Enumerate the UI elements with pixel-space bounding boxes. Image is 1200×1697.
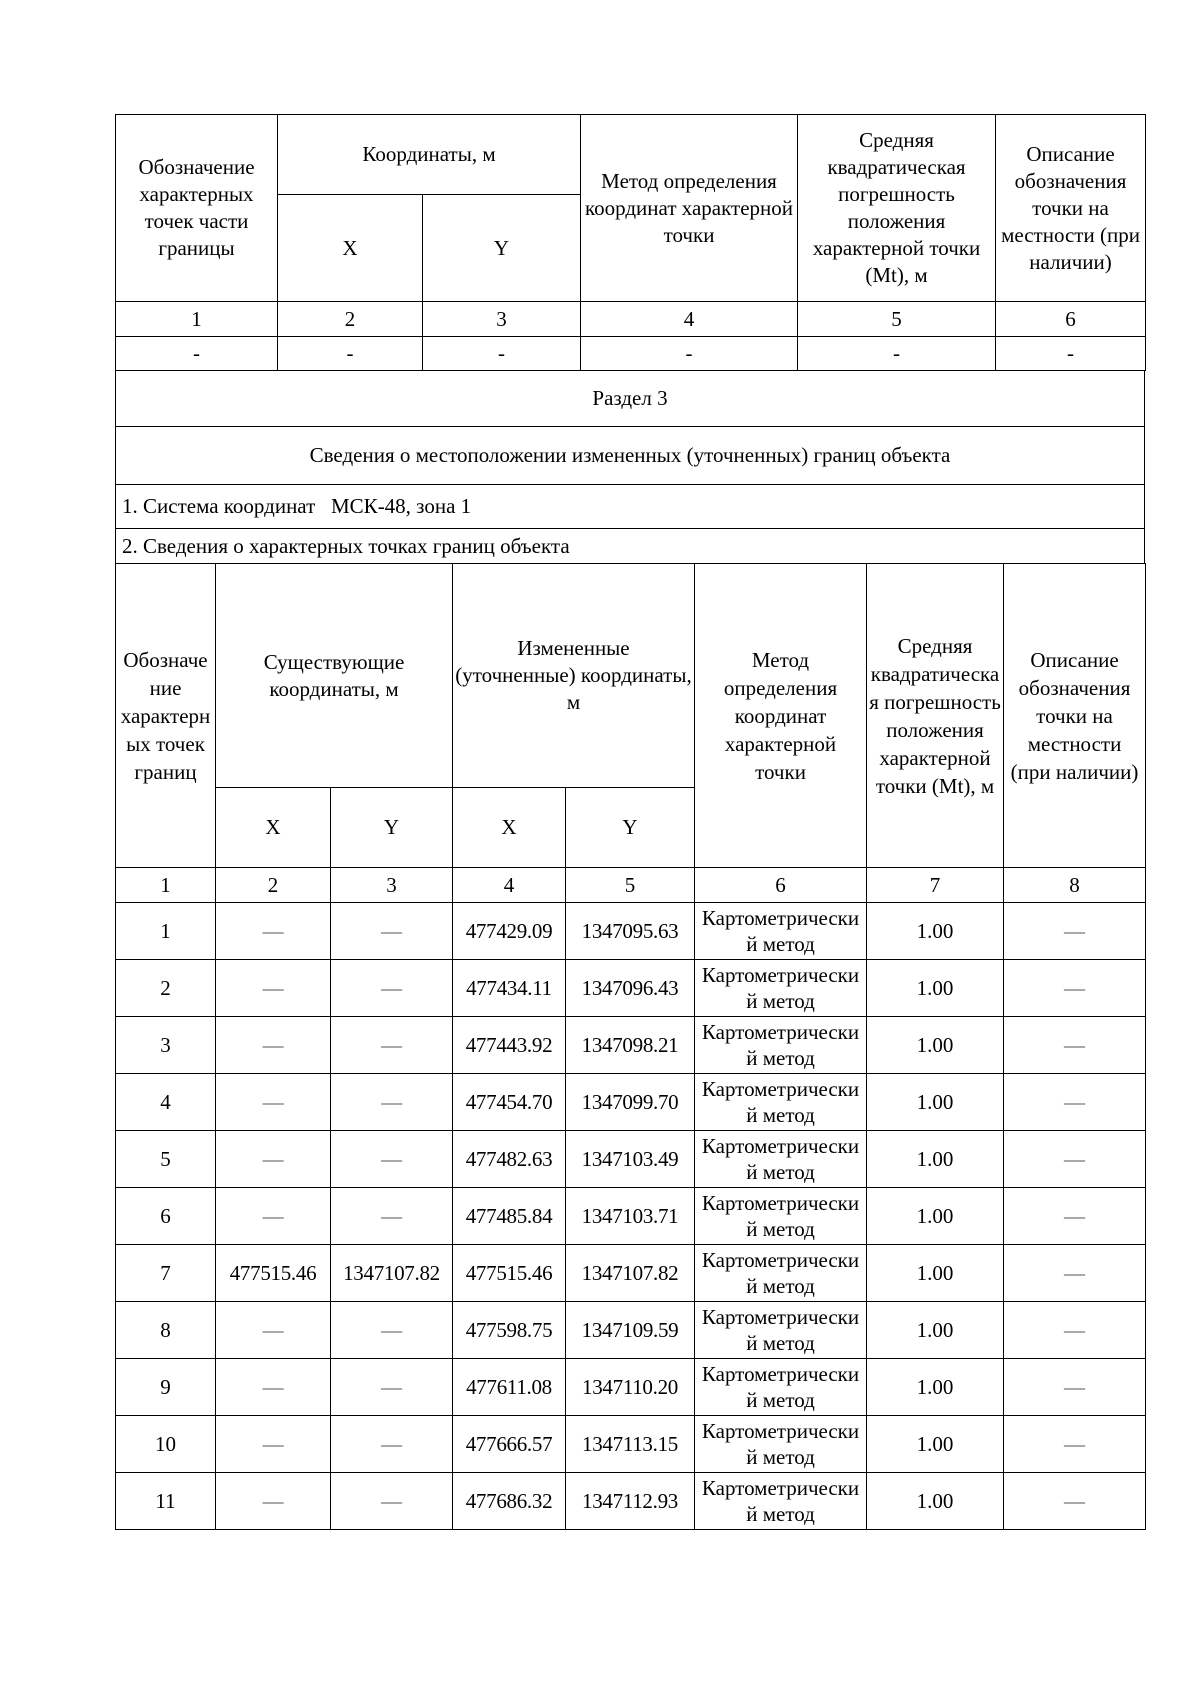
column-number: 2 bbox=[278, 302, 423, 337]
table-row bbox=[116, 1416, 1146, 1473]
header-method: Метод определения координат характерной точки bbox=[581, 115, 798, 302]
existing-x: — bbox=[216, 960, 331, 1017]
table-row bbox=[116, 1188, 1146, 1245]
header-method: Метод определения координат характерной точки bbox=[695, 564, 867, 868]
existing-x: — bbox=[216, 1017, 331, 1074]
point-description: — bbox=[1004, 1074, 1146, 1131]
table-row bbox=[116, 960, 1146, 1017]
point-description: — bbox=[1004, 1131, 1146, 1188]
existing-y: — bbox=[331, 903, 453, 960]
header-point-designation: Обозначение характерных точек границ bbox=[116, 564, 216, 868]
header-point-designation: Обозначение характерных точек части границы bbox=[116, 115, 278, 302]
column-number: 6 bbox=[996, 302, 1146, 337]
changed-x: 477666.57 bbox=[453, 1416, 566, 1473]
table-row bbox=[116, 903, 1146, 960]
table-row bbox=[116, 1017, 1146, 1074]
point-number: 4 bbox=[116, 1074, 216, 1131]
table-row bbox=[116, 1359, 1146, 1416]
point-number: 8 bbox=[116, 1302, 216, 1359]
column-number: 1 bbox=[116, 868, 216, 903]
existing-x: — bbox=[216, 903, 331, 960]
header-y: Y bbox=[423, 195, 581, 302]
existing-x: — bbox=[216, 1188, 331, 1245]
method: Картометрический метод bbox=[695, 1131, 867, 1188]
existing-y: 1347107.82 bbox=[331, 1245, 453, 1302]
mean-square-error: 1.00 bbox=[867, 903, 1004, 960]
header-description: Описание обозначения точки на местности (при наличии) bbox=[1004, 564, 1146, 868]
changed-x: 477429.09 bbox=[453, 903, 566, 960]
existing-y: — bbox=[331, 960, 453, 1017]
table-row bbox=[116, 1302, 1146, 1359]
existing-y: — bbox=[331, 1131, 453, 1188]
header-changed-coords: Измененные (уточненные) координаты, м bbox=[453, 564, 695, 788]
column-number: 5 bbox=[566, 868, 695, 903]
mean-square-error: 1.00 bbox=[867, 1473, 1004, 1530]
header-y-changed: Y bbox=[566, 788, 695, 868]
table-row bbox=[116, 1131, 1146, 1188]
mean-square-error: 1.00 bbox=[867, 960, 1004, 1017]
point-description: — bbox=[1004, 1188, 1146, 1245]
existing-x: 477515.46 bbox=[216, 1245, 331, 1302]
column-number: 3 bbox=[423, 302, 581, 337]
points-table bbox=[115, 563, 1146, 1530]
column-number: 6 bbox=[695, 868, 867, 903]
point-description: — bbox=[1004, 1416, 1146, 1473]
mean-square-error: 1.00 bbox=[867, 1416, 1004, 1473]
method: Картометрический метод bbox=[695, 1473, 867, 1530]
mean-square-error: 1.00 bbox=[867, 1245, 1004, 1302]
existing-x: — bbox=[216, 1473, 331, 1530]
changed-y: 1347098.21 bbox=[566, 1017, 695, 1074]
existing-y: — bbox=[331, 1302, 453, 1359]
existing-y: — bbox=[331, 1074, 453, 1131]
changed-y: 1347107.82 bbox=[566, 1245, 695, 1302]
point-number: 1 bbox=[116, 903, 216, 960]
point-number: 5 bbox=[116, 1131, 216, 1188]
table-row bbox=[116, 1473, 1146, 1530]
column-number: 4 bbox=[581, 302, 798, 337]
method: Картометрический метод bbox=[695, 1302, 867, 1359]
changed-y: 1347103.49 bbox=[566, 1131, 695, 1188]
point-description: — bbox=[1004, 1017, 1146, 1074]
point-number: 7 bbox=[116, 1245, 216, 1302]
existing-y: — bbox=[331, 1359, 453, 1416]
column-number: 7 bbox=[867, 868, 1004, 903]
mean-square-error: 1.00 bbox=[867, 1131, 1004, 1188]
existing-y: — bbox=[331, 1416, 453, 1473]
existing-x: — bbox=[216, 1359, 331, 1416]
existing-x: — bbox=[216, 1416, 331, 1473]
method: Картометрический метод bbox=[695, 1245, 867, 1302]
section-title: Раздел 3 bbox=[116, 371, 1145, 427]
empty-cell: - bbox=[996, 337, 1146, 371]
existing-y: — bbox=[331, 1017, 453, 1074]
point-number: 2 bbox=[116, 960, 216, 1017]
method: Картометрический метод bbox=[695, 960, 867, 1017]
changed-x: 477482.63 bbox=[453, 1131, 566, 1188]
existing-y: — bbox=[331, 1473, 453, 1530]
points-table-body bbox=[116, 903, 1146, 1530]
changed-x: 477485.84 bbox=[453, 1188, 566, 1245]
existing-y: — bbox=[331, 1188, 453, 1245]
point-description: — bbox=[1004, 1473, 1146, 1530]
changed-y: 1347110.20 bbox=[566, 1359, 695, 1416]
point-description: — bbox=[1004, 960, 1146, 1017]
changed-y: 1347096.43 bbox=[566, 960, 695, 1017]
header-x: X bbox=[278, 195, 423, 302]
mean-square-error: 1.00 bbox=[867, 1302, 1004, 1359]
changed-y: 1347095.63 bbox=[566, 903, 695, 960]
point-description: — bbox=[1004, 1245, 1146, 1302]
empty-cell: - bbox=[798, 337, 996, 371]
section-header-table bbox=[115, 370, 1145, 564]
mean-square-error: 1.00 bbox=[867, 1359, 1004, 1416]
method: Картометрический метод bbox=[695, 1416, 867, 1473]
mean-square-error: 1.00 bbox=[867, 1074, 1004, 1131]
existing-x: — bbox=[216, 1074, 331, 1131]
point-number: 9 bbox=[116, 1359, 216, 1416]
point-number: 6 bbox=[116, 1188, 216, 1245]
existing-x: — bbox=[216, 1131, 331, 1188]
header-y-existing: Y bbox=[331, 788, 453, 868]
changed-x: 477515.46 bbox=[453, 1245, 566, 1302]
point-number: 3 bbox=[116, 1017, 216, 1074]
point-description: — bbox=[1004, 903, 1146, 960]
header-coordinates: Координаты, м bbox=[278, 115, 581, 195]
changed-y: 1347112.93 bbox=[566, 1473, 695, 1530]
column-number: 3 bbox=[331, 868, 453, 903]
header-error: Средняя квадратическая погрешность положения характерной точки (Mt), м bbox=[867, 564, 1004, 868]
method: Картометрический метод bbox=[695, 1188, 867, 1245]
column-number: 2 bbox=[216, 868, 331, 903]
column-number: 4 bbox=[453, 868, 566, 903]
changed-y: 1347099.70 bbox=[566, 1074, 695, 1131]
empty-cell: - bbox=[278, 337, 423, 371]
points-heading: 2. Сведения о характерных точках границ объекта bbox=[116, 529, 1145, 564]
section-subtitle: Сведения о местоположении измененных (уточненных) границ объекта bbox=[116, 427, 1145, 485]
method: Картометрический метод bbox=[695, 1359, 867, 1416]
column-number: 5 bbox=[798, 302, 996, 337]
point-number: 10 bbox=[116, 1416, 216, 1473]
changed-x: 477454.70 bbox=[453, 1074, 566, 1131]
changed-y: 1347103.71 bbox=[566, 1188, 695, 1245]
table-row bbox=[116, 1074, 1146, 1131]
empty-cell: - bbox=[581, 337, 798, 371]
changed-y: 1347109.59 bbox=[566, 1302, 695, 1359]
point-description: — bbox=[1004, 1302, 1146, 1359]
existing-x: — bbox=[216, 1302, 331, 1359]
method: Картометрический метод bbox=[695, 1074, 867, 1131]
changed-x: 477686.32 bbox=[453, 1473, 566, 1530]
mean-square-error: 1.00 bbox=[867, 1188, 1004, 1245]
table-row bbox=[116, 1245, 1146, 1302]
header-x-existing: X bbox=[216, 788, 331, 868]
header-x-changed: X bbox=[453, 788, 566, 868]
point-number: 11 bbox=[116, 1473, 216, 1530]
header-description: Описание обозначения точки на местности (при наличии) bbox=[996, 115, 1146, 302]
column-number: 8 bbox=[1004, 868, 1146, 903]
changed-x: 477598.75 bbox=[453, 1302, 566, 1359]
header-error: Средняя квадратическая погрешность положения характерной точки (Mt), м bbox=[798, 115, 996, 302]
changed-x: 477434.11 bbox=[453, 960, 566, 1017]
changed-x: 477611.08 bbox=[453, 1359, 566, 1416]
empty-cell: - bbox=[116, 337, 278, 371]
top-boundary-points-table bbox=[115, 114, 1146, 371]
empty-cell: - bbox=[423, 337, 581, 371]
coordinate-system-line: 1. Система координат МСК-48, зона 1 bbox=[116, 485, 1145, 529]
changed-y: 1347113.15 bbox=[566, 1416, 695, 1473]
mean-square-error: 1.00 bbox=[867, 1017, 1004, 1074]
column-number: 1 bbox=[116, 302, 278, 337]
point-description: — bbox=[1004, 1359, 1146, 1416]
header-existing-coords: Существующие координаты, м bbox=[216, 564, 453, 788]
changed-x: 477443.92 bbox=[453, 1017, 566, 1074]
method: Картометрический метод bbox=[695, 903, 867, 960]
method: Картометрический метод bbox=[695, 1017, 867, 1074]
